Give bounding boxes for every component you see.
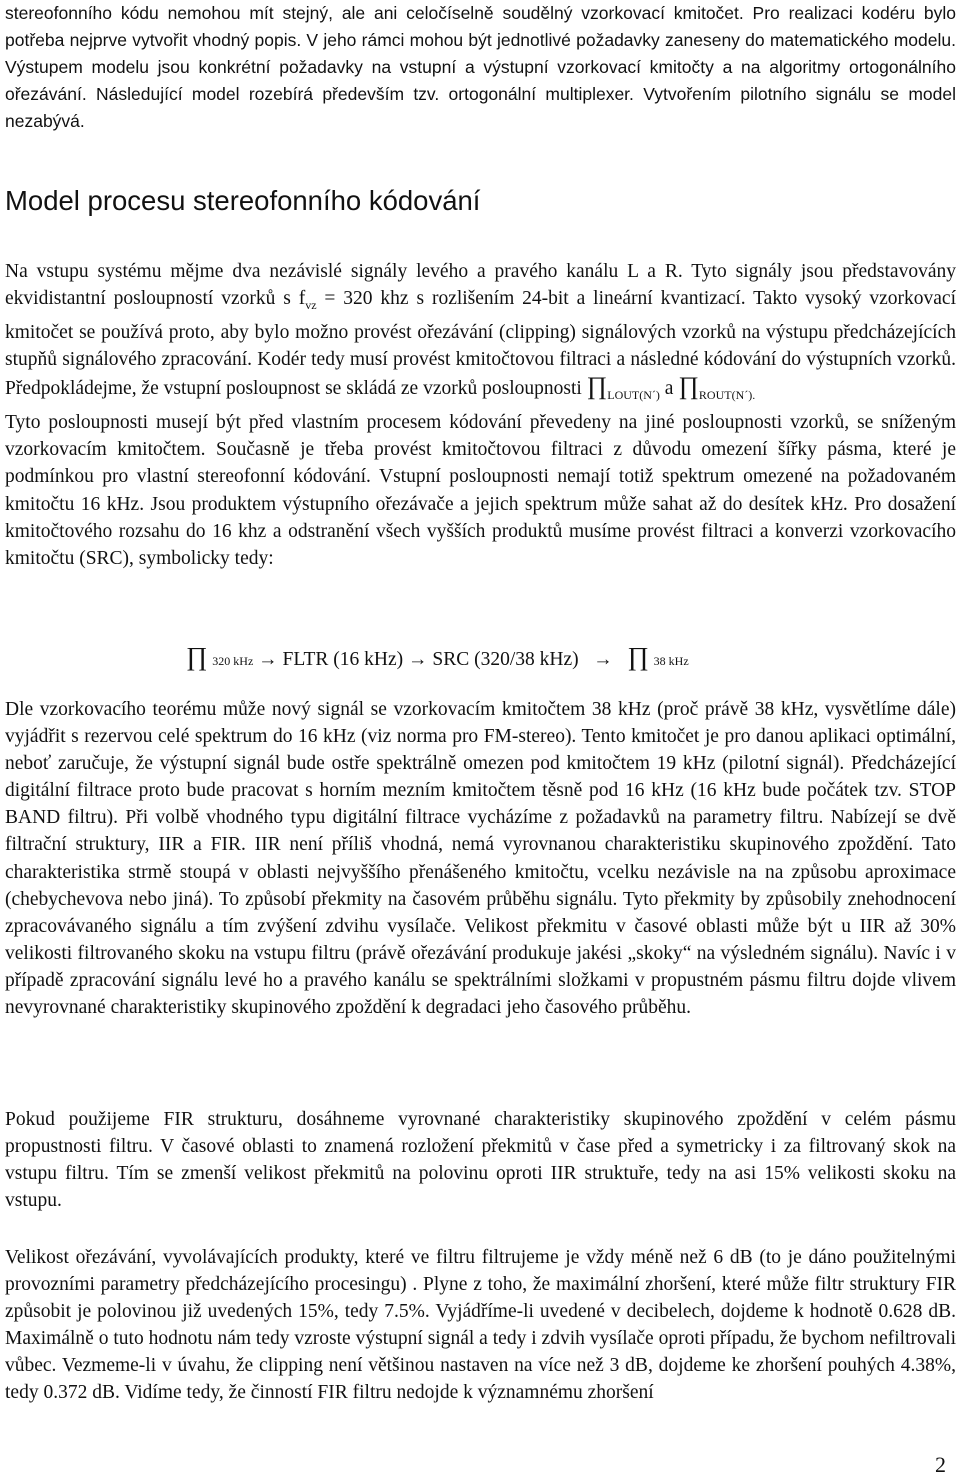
model-text-part3: Tyto posloupnosti musejí být před vlastním procesem kódování převedeny na jiné posloupnosti vzorků, se sníženým vzorkovacím kmitočtem. Současně je třeba provést kmitočtovou filtraci z důvodu omezení šířky pásma, které je podmínkou pro vlastní stereofonní kódování. Vstupní posloupnosti nemají totiž spektrum omezené na požadovaném kmitočtu 16 kHz. Jsou produktem výstupního ořezávače a jejich spektrum může sahat až do desítek kHz. Pro dosažení kmitočtového rozsahu do 16 khz a odstranění všech vyšších produktů musíme provést filtraci a konverzi vzorkovacího kmitočtu (SRC), symbolicky tedy:: [5, 412, 956, 569]
product-symbol-right: ∏: [678, 373, 699, 401]
and-word: a: [659, 378, 679, 400]
model-text-part2: = 320 khz s rozlišením 24-bit a lineární kvantizací. Takto vysoký vzorkovací kmitočet se používá proto, aby bylo možno provést ořezávání (clipping) signálových vzorků na výstupu předcházejících stupňů signálového zpracování. Kodér tedy musí provést kmitočtovou filtraci a následné kódování do výstupních vzorků. Předpokládejme, že vstupní posloupnost se skládá ze vzorků posloupnosti: [5, 288, 956, 400]
formula-arrow-1: →: [253, 649, 283, 670]
intro-paragraph: stereofonního kódu nemohou mít stejný, ale ani celočíselně soudělný vzorkovací kmitočet. Pro realizaci kodéru bylo potřeba nejprve vytvořit vhodný popis. V jeho rámci mohou být jednotlivé požadavky zaneseny do matematického modelu. Výstupem modelu jsou konkrétní požadavky na vstupní a výstupní vzorkovací kmitočty a na algoritmy ortogonálního ořezávání. Následující model rozebírá především tzv. ortogonální multiplexer. Vytvořením pilotního signálu se model nezabývá.: [5, 3, 956, 131]
section-heading: Model procesu stereofonního kódování: [5, 185, 481, 216]
rout-subscript: ROUT(N´).: [698, 388, 756, 403]
formula-arrow-3: →: [588, 649, 618, 670]
page-number: 2: [935, 1452, 946, 1477]
formula-fltr: FLTR (16 kHz): [282, 649, 404, 670]
fir-paragraph: Pokud použijeme FIR strukturu, dosáhneme vyrovnané charakteristiky skupinového zpoždění v celém pásmu propustnosti filtru. V časové oblasti to znamená rozložení překmitů v čase před a symetricky i za filtrovaný skok na vstupu filtru. Tím se zmenší velikost překmitů na polovinu oproti IIR struktuře, tedy na asi 15% velikosti skoku na vstupu.: [5, 1109, 956, 1212]
src-formula: [186, 642, 689, 672]
model-paragraph: [5, 258, 956, 572]
formula-rate-in: 320 kHz: [212, 654, 254, 668]
filter-paragraph: Dle vzorkovacího teorému může nový signál se vzorkovacím kmitočtem 38 kHz (proč právě 38 kHz, vysvětlíme dále) vyjádřit s rezervou celé spektrum do 16 kHz (viz norma pro FM-stereo). Tento kmitočet je pro danou aplikaci optimální, neboť zaručuje, že výstupní signál bude ostře spektrálně omezen pod kmitočtem 19 kHz (pilotní signál). Předcházející digitální filtrace proto bude pracovat s horním mezním kmitočtem těsně pod 16 kHz (16 kHz bude počátek tzv. STOP BAND filtru). Při volbě vhodného typu digitální filtrace vycházíme z požadavků na parametry filtru. Nabízejí se dvě filtrační struktury, IIR a FIR. IIR není příliš vhodná, nemá vyrovnanou charakteristiku skupinového zpoždění. Tato charakteristika strmě stoupá v oblasti nejvyššího přenášeného kmitočtu, vcelku nezávisle na na způsobu aproximace (chebychevova nebo jiná). To způsobí překmity na časovém průběhu signálu. Tyto překmity by způsobily znehodnocení zpracovávaného signálu a tím zvýšení zdvihu vysílače. Velikost překmitu v časové oblasti může být u IIR až 30% velikosti filtrovaného skoku na vstupu filtru (právě ořezávání produkuje jakési „skoky“ na výsledném signálu). Navíc i v případě zpracování signálu levé ho a pravého kanálu se spektrálními složkami v propustném pásmu filtru dojde vlivem nevyrovnané charakteristiky skupinového zpoždění k degradaci jeho časového průběhu.: [5, 699, 956, 1019]
clipping-paragraph: Velikost ořezávání, vyvolávajících produkty, které ve filtru filtrujeme je vždy méně než 6 dB (to je dáno použitelnými provozními parametry předcházejícího procesingu) . Plyne z toho, že maximální zhoršení, které může filtr struktury FIR způsobit je polovinou již uvedených 15%, tedy 7.5%. Vyjádříme-li uvedené v decibelech, dojdeme k hodnotě 0.628 dB. Maximálně o tuto hodnotu nám tedy vzroste výstupní signál a tedy i zdvih vysílače oproti případu, že bychom nefiltrovali vůbec. Vezmeme-li v úvahu, že clipping není většinou nastaven na více než 3 dB, dojdeme ke zhoršení pouhých 4.38%, tedy 0.372 dB. Vidíme tedy, že činností FIR filtru nedojde k významnému zhoršení: [5, 1247, 956, 1404]
formula-src: SRC (320/38 kHz): [432, 649, 579, 670]
formula-product-out: ∏: [627, 642, 649, 671]
model-text-part1: Na vstupu systému mějme dva nezávislé signály levého a pravého kanálu L a R. Tyto signály jsou představovány ekvidistantní posloupností vzorků s f: [5, 261, 956, 310]
formula-product-in: ∏: [186, 642, 208, 671]
fvz-subscript: vz: [305, 297, 317, 312]
lout-subscript: LOUT(N´): [607, 388, 660, 403]
formula-rate-out: 38 kHz: [653, 654, 689, 668]
product-symbol-left: ∏: [586, 373, 608, 401]
formula-arrow-2: →: [403, 649, 433, 670]
